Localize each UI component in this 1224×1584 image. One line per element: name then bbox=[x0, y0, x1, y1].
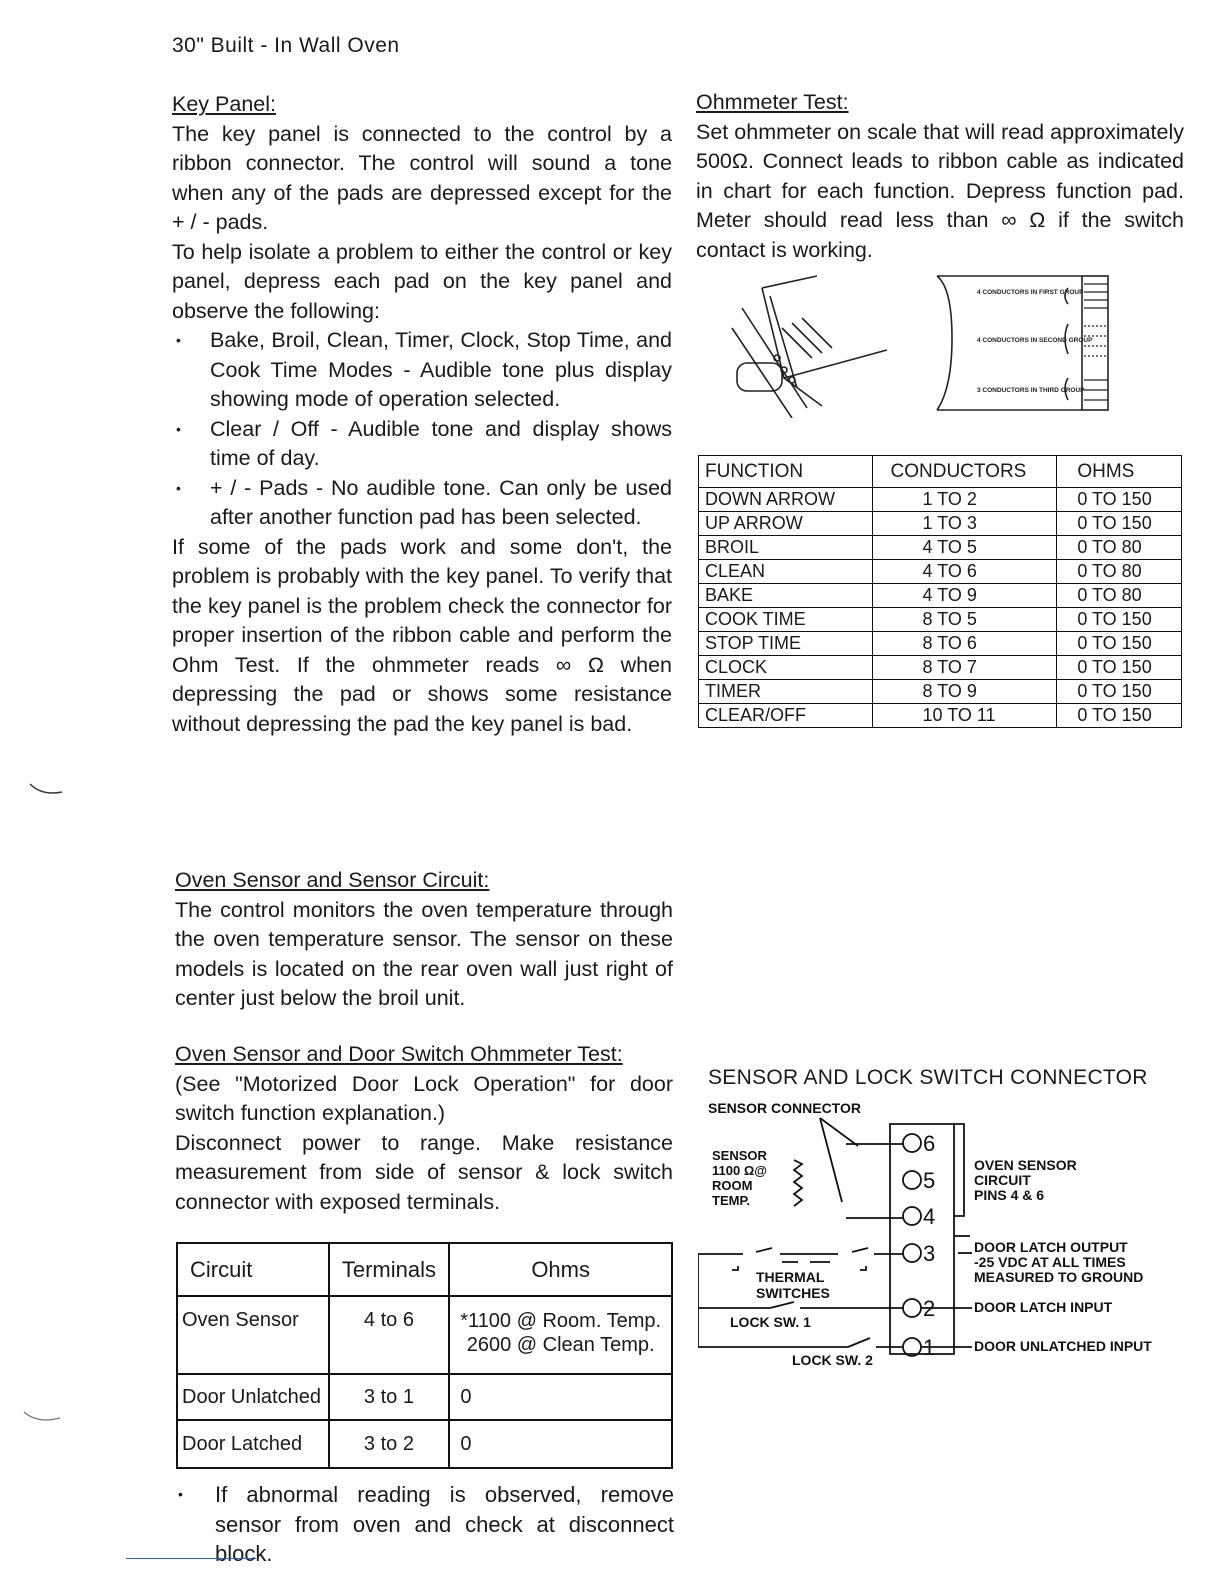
table-cell: 8 TO 9 bbox=[872, 680, 1057, 704]
key-panel-bullets bbox=[172, 326, 672, 533]
table-row bbox=[177, 1243, 672, 1296]
table-cell: 0 bbox=[449, 1420, 672, 1468]
bullet-item: • Clear / Off - Audible tone and display shows time of day. bbox=[172, 415, 672, 474]
oven-sensor-section bbox=[175, 866, 673, 1014]
door-latch-output-line: DOOR LATCH OUTPUT bbox=[974, 1239, 1128, 1255]
connector-diagram-title: SENSOR AND LOCK SWITCH CONNECTOR bbox=[708, 1066, 1148, 1089]
table-cell: 0 TO 150 bbox=[1057, 488, 1182, 512]
lock-sw1-label: LOCK SW. 1 bbox=[730, 1314, 811, 1330]
table-header-row bbox=[699, 456, 1182, 488]
function-table bbox=[698, 455, 1182, 728]
table-cell: 0 TO 150 bbox=[1057, 656, 1182, 680]
table-cell: 10 TO 11 bbox=[872, 704, 1057, 728]
table-cell: 0 TO 80 bbox=[1057, 536, 1182, 560]
sensor-label-line: ROOM bbox=[712, 1178, 753, 1193]
pin-number: 4 bbox=[923, 1204, 936, 1229]
table-cell: STOP TIME bbox=[699, 632, 873, 656]
table-cell: 3 to 1 bbox=[329, 1374, 450, 1420]
pin-number: 5 bbox=[923, 1168, 936, 1193]
sensor-label-line: 1100 Ω@ bbox=[712, 1163, 767, 1178]
door-latch-input-label: DOOR LATCH INPUT bbox=[974, 1299, 1113, 1315]
table-cell: COOK TIME bbox=[699, 608, 873, 632]
table-row bbox=[699, 560, 1182, 584]
table-header-cell: Terminals bbox=[329, 1243, 450, 1296]
table-header-cell: OHMS bbox=[1057, 456, 1182, 488]
table-cell: 0 bbox=[449, 1374, 672, 1420]
table-row bbox=[699, 512, 1182, 536]
table-cell: 8 TO 6 bbox=[872, 632, 1057, 656]
connector-wiring-diagram bbox=[698, 1094, 1188, 1374]
door-switch-test-paragraph-2: Disconnect power to range. Make resistance measurement from side of sensor & lock switch connector with exposed terminals. bbox=[175, 1130, 673, 1214]
pin-number: 6 bbox=[923, 1131, 936, 1156]
table-row bbox=[177, 1374, 672, 1420]
sensor-label-line: SENSOR bbox=[712, 1148, 767, 1163]
table-cell: 0 TO 80 bbox=[1057, 584, 1182, 608]
table-cell: 3 to 2 bbox=[329, 1420, 450, 1468]
pin-number: 2 bbox=[923, 1296, 936, 1321]
diagram-label-first-group: 4 CONDUCTORS IN FIRST GROUP bbox=[977, 289, 1084, 296]
lock-sw2-label: LOCK SW. 2 bbox=[792, 1352, 873, 1368]
table-header-cell: FUNCTION bbox=[699, 456, 873, 488]
table-header-cell: Ohms bbox=[449, 1243, 672, 1296]
page-header: 30" Built - In Wall Oven bbox=[172, 34, 400, 57]
table-cell: 4 to 6 bbox=[329, 1296, 450, 1374]
table-cell: BROIL bbox=[699, 536, 873, 560]
table-cell: 0 TO 80 bbox=[1057, 560, 1182, 584]
bullet-item: • Bake, Broil, Clean, Timer, Clock, Stop Time, and Cook Time Modes - Audible tone plus display showing mode of operation selected. bbox=[172, 326, 672, 415]
key-panel-paragraph-3: If some of the pads work and some don't, the problem is probably with the key panel. To verify that the key panel is the problem check the connector for proper insertion of the ribbon cable and perform the Ohm Test. If the ohmmeter reads ∞ Ω when depressing the pad or shows some resistance without depressing the pad the key panel is bad. bbox=[172, 534, 672, 736]
table-cell: 1 TO 2 bbox=[872, 488, 1057, 512]
key-panel-paragraph-2: To help isolate a problem to either the control or key panel, depress each pad on the key panel and observe the following: bbox=[172, 239, 672, 323]
door-switch-test-paragraph-1: (See "Motorized Door Lock Operation" for door switch function explanation.) bbox=[175, 1071, 673, 1125]
footnote-item: • If abnormal reading is observed, remove sensor from oven and check at disconnect block. bbox=[174, 1480, 674, 1569]
table-cell: Oven Sensor bbox=[177, 1296, 329, 1374]
table-header-cell: Circuit bbox=[177, 1243, 329, 1296]
table-row bbox=[177, 1296, 672, 1374]
table-cell: 0 TO 150 bbox=[1057, 680, 1182, 704]
table-cell: 1 TO 3 bbox=[872, 512, 1057, 536]
pin-circle bbox=[903, 1134, 921, 1152]
table-cell: CLOCK bbox=[699, 656, 873, 680]
door-unlatched-input-label: DOOR UNLATCHED INPUT bbox=[974, 1338, 1152, 1354]
ohmmeter-test-heading: Ohmmeter Test: bbox=[696, 90, 849, 114]
sensor-connector-label: SENSOR CONNECTOR bbox=[708, 1100, 861, 1116]
bullet-item: • + / - Pads - No audible tone. Can only be used after another function pad has been selected. bbox=[172, 474, 672, 533]
sensor-label-line: TEMP. bbox=[712, 1193, 751, 1208]
table-cell: 4 TO 9 bbox=[872, 584, 1057, 608]
table-row bbox=[699, 704, 1182, 728]
table-cell: 0 TO 150 bbox=[1057, 632, 1182, 656]
scan-mark bbox=[22, 1406, 66, 1426]
table-cell: CLEAN bbox=[699, 560, 873, 584]
table-cell: TIMER bbox=[699, 680, 873, 704]
key-panel-section bbox=[172, 90, 672, 739]
key-panel-heading: Key Panel: bbox=[172, 92, 276, 116]
table-cell: 0 TO 150 bbox=[1057, 512, 1182, 536]
table-row bbox=[699, 608, 1182, 632]
ohmmeter-test-section bbox=[696, 88, 1184, 265]
ohms-line: *1100 @ Room. Temp. bbox=[460, 1310, 662, 1332]
scan-line bbox=[126, 1558, 256, 1559]
pin-number: 3 bbox=[923, 1241, 936, 1266]
table-cell: 8 TO 7 bbox=[872, 656, 1057, 680]
table-cell: UP ARROW bbox=[699, 512, 873, 536]
ohms-line: 2600 @ Clean Temp. bbox=[466, 1334, 655, 1356]
table-cell: DOWN ARROW bbox=[699, 488, 873, 512]
diagram-label-second-group: 4 CONDUCTORS IN SECOND GROUP bbox=[977, 337, 1093, 344]
ohmmeter-test-paragraph: Set ohmmeter on scale that will read approximately 500Ω. Connect leads to ribbon cable as indicated in chart for each function. Depress function pad. Meter should read less than ∞ Ω if the switch contact is working. bbox=[696, 119, 1184, 262]
ribbon-cable-illustration bbox=[722, 268, 1122, 418]
table-row bbox=[699, 536, 1182, 560]
scan-mark bbox=[28, 780, 68, 810]
table-header-cell: CONDUCTORS bbox=[872, 456, 1057, 488]
table-cell: Door Unlatched bbox=[177, 1374, 329, 1420]
table-cell: 0 TO 150 bbox=[1057, 704, 1182, 728]
table-row bbox=[699, 680, 1182, 704]
oven-sensor-paragraph: The control monitors the oven temperature through the oven temperature sensor. The sensor on these models is located on the rear oven wall just right of center just below the broil unit. bbox=[175, 897, 673, 1010]
door-switch-test-section bbox=[175, 1040, 673, 1217]
table-row bbox=[699, 632, 1182, 656]
circuit-table bbox=[176, 1242, 673, 1469]
door-latch-output-line: MEASURED TO GROUND bbox=[974, 1269, 1144, 1285]
sensor-circuit-label-line: OVEN SENSOR bbox=[974, 1157, 1077, 1173]
table-cell: 8 TO 5 bbox=[872, 608, 1057, 632]
table-cell: 0 TO 150 bbox=[1057, 608, 1182, 632]
door-switch-test-heading: Oven Sensor and Door Switch Ohmmeter Test: bbox=[175, 1042, 623, 1066]
table-cell: Door Latched bbox=[177, 1420, 329, 1468]
table-row bbox=[699, 656, 1182, 680]
table-cell: 4 TO 6 bbox=[872, 560, 1057, 584]
oven-sensor-heading: Oven Sensor and Sensor Circuit: bbox=[175, 868, 490, 892]
diagram-label-third-group: 3 CONDUCTORS IN THIRD GROUP bbox=[977, 387, 1085, 394]
key-panel-paragraph-1: The key panel is connected to the control by a ribbon connector. The control will sound a tone when any of the pads are depressed except for the + / - pads. bbox=[172, 121, 672, 234]
thermal-switches-label: SWITCHES bbox=[756, 1285, 830, 1301]
footnote-list bbox=[174, 1480, 674, 1569]
door-latch-output-line: -25 VDC AT ALL TIMES bbox=[974, 1254, 1126, 1270]
table-row bbox=[177, 1420, 672, 1468]
table-row bbox=[699, 584, 1182, 608]
sensor-circuit-label-line: PINS 4 & 6 bbox=[974, 1187, 1045, 1203]
table-cell: 4 TO 5 bbox=[872, 536, 1057, 560]
footnote bbox=[174, 1480, 674, 1569]
table-row bbox=[699, 488, 1182, 512]
table-cell: CLEAR/OFF bbox=[699, 704, 873, 728]
table-cell: BAKE bbox=[699, 584, 873, 608]
pin-number: 1 bbox=[923, 1335, 936, 1360]
thermal-switches-label: THERMAL bbox=[756, 1269, 825, 1285]
sensor-circuit-label-line: CIRCUIT bbox=[974, 1172, 1031, 1188]
table-cell bbox=[449, 1296, 672, 1374]
